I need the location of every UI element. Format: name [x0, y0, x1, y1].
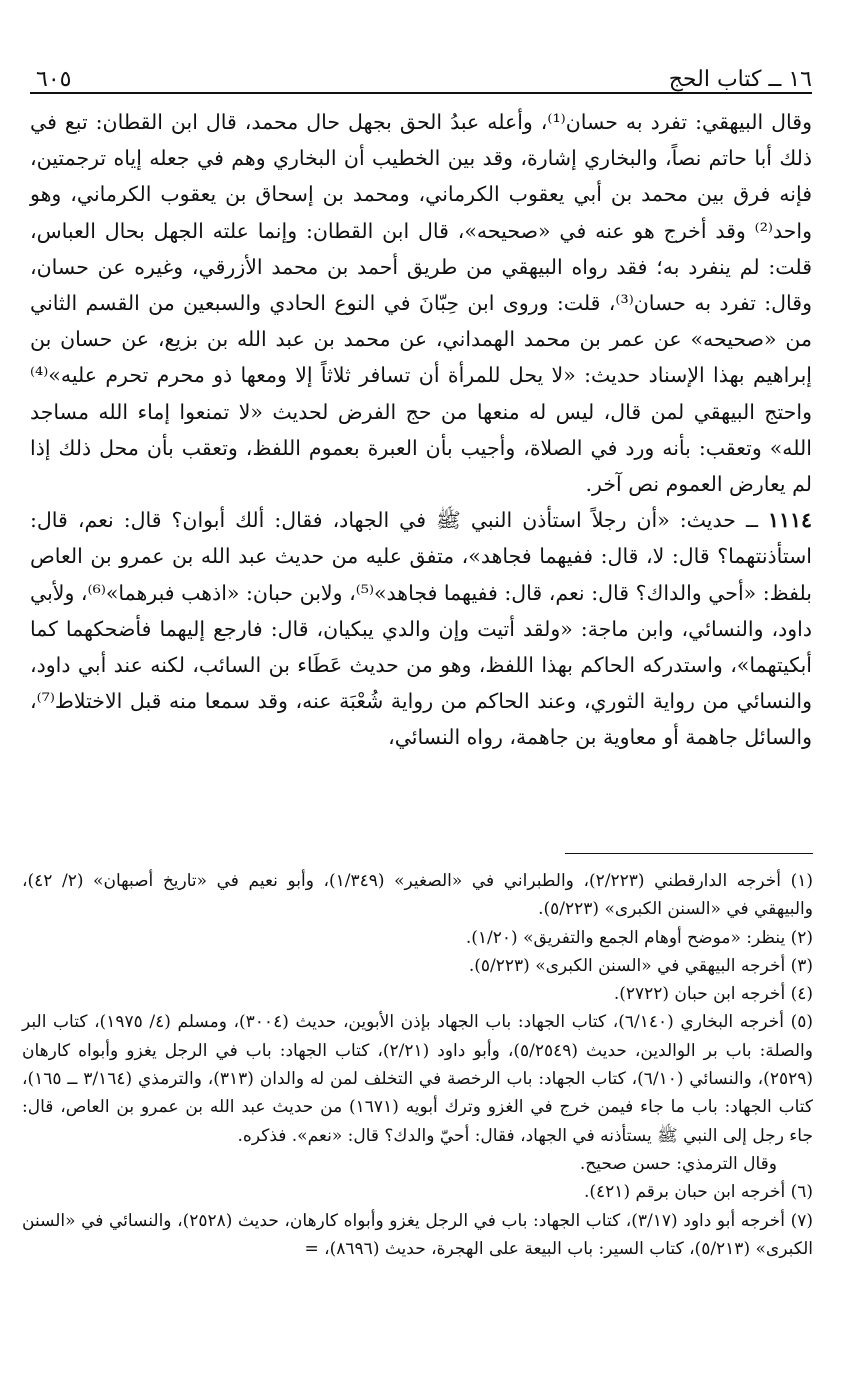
footnote-5-note: وقال الترمذي: حسن صحيح. [579, 1153, 777, 1174]
footnote-6: (٦) أخرجه ابن حبان برقم (٤٢١). [583, 1182, 813, 1203]
chapter-title: ١٦ ــ كتاب الحج [668, 67, 812, 92]
running-header [36, 52, 812, 92]
header-rule [30, 92, 812, 94]
paragraph: وقال البيهقي: تفرد به حسان⁽¹⁾، وأعله عبدُ الحق بجهل حال محمد، قال ابن القطان: تبع في ذلك أبا حاتم نصاً، والبخاري إشارة، وقد بين الخطيب أن البخاري وهم في جعله إياه ترجمتين، فإنه فرق بين محمد بن أبي يعقوب الكرماني، ومحمد بن إسحاق بن يعقوب الكرماني، وهو واحد⁽²⁾ وقد أخرج هو عنه في «صحيحه»، قال ابن القطان: وإنما علته الجهل بحال العباس، قلت: لم ينفرد به؛ فقد رواه البيهقي من طريق أحمد بن محمد الأزرقي، وغيره عن حسان، وقال: تفرد به حسان⁽³⁾، قلت: وروى ابن حِبّانَ في النوع الحادي والسبعين من القسم الثاني من «صحيحه» عن عمر بن محمد الهمداني، عن محمد بن عبد الله بن بزيع، عن حسان بن إبراهيم بهذا الإسناد حديث: «لا يحل للمرأة أن تسافر ثلاثاً إلا ومعها ذو محرم تحرم عليه»⁽⁴⁾ واحتج البيهقي لمن قال، ليس له منعها من حج الفرض لحديث «لا تمنعوا إماء الله مساجد الله» وتعقب: بأنه ورد في الصلاة، وأجيب بأن العبرة بعموم اللفظ، وتعقب بأن محل ذلك إذا لم يعارض العموم نص آخر. [30, 110, 812, 497]
footnote-5: (٥) أخرجه البخاري (٦/١٤٠)، كتاب الجهاد: باب الجهاد بإذن الأبوين، حديث (٣٠٠٤)، ومسلم (٤/ ١٩٧٥)، كتاب البر والصلة: باب بر الوالدين، حديث (٥/٢٥٤٩)، وأبو داود (٢/٢١)، كتاب الجهاد: باب في الرجل يغزو وأبواه كارهان (٢٥٢٩)، والنسائي (٦/١٠)، كتاب الجهاد: باب الرخصة في التخلف لمن له والدان (٣١٣)، والترمذي (٣/١٦٤ ــ ١٦٥)، كتاب الجهاد: باب ما جاء فيمن خرج في الغزو وترك أبويه (١٦٧١) من حديث عبد الله بن عمرو بن العاص، قال: جاء رجل إلى النبي ﷺ يستأذنه في الجهاد، فقال: أحيّ والدك؟ قال: «نعم». فذكره. [22, 1012, 814, 1146]
page-number: ٦٠٥ [36, 67, 72, 92]
hadith-text: ــ حديث: «أن رجلاً استأذن النبي ﷺ في الجهاد، فقال: ألك أبوان؟ قال: نعم، قال: استأذنتهما؟ قال: لا، قال: ففيهما فجاهد»، متفق عليه من حديث عبد الله بن عمرو بن العاص بلفظ: «أحي والداك؟ قال: نعم، قال: ففيهما فجاهد»⁽⁵⁾، ولابن حبان: «اذهب فبرهما»⁽⁶⁾، ولأبي داود، والنسائي، وابن ماجة: «ولقد أتيت وإن والدي يبكيان، قال: فارجع إليهما فأضحكهما كما أبكيتهما»، واستدركه الحاكم بهذا اللفظ، وهو من حديث عَطَاء بن السائب، لكنه عند أبي داود، والنسائي من رواية الثوري، وعند الحاكم من رواية شُعْبَة عنه، وقد سمعا منه قبل الاختلاط⁽⁷⁾، والسائل جاهمة أو معاوية بن جاهمة، رواه النسائي، [30, 508, 812, 750]
hadith-number: ١١١٤ [767, 508, 812, 533]
hadith-paragraph [30, 502, 812, 755]
footnote-2: (٢) ينظر: «موضح أوهام الجمع والتفريق» (١/٢٠). [465, 927, 813, 948]
footnote-7: (٧) أخرجه أبو داود (٣/١٧)، كتاب الجهاد: باب في الرجل يغزو وأبواه كارهان، حديث (٢٥٢٨)، والنسائي في «السنن الكبرى» (٥/٢١٣)، كتاب السير: باب البيعة على الهجرة، حديث (٨٦٩٦)، = [22, 1210, 813, 1259]
footnote-3: (٣) أخرجه البيهقي في «السنن الكبرى» (٥/٢٢٣). [468, 955, 813, 976]
footnote-1: (١) أخرجه الدارقطني (٢/٢٢٣)، والطبراني في «الصغير» (١/٣٤٩)، وأبو نعيم في «تاريخ أصبهان» (٢/ ٤٢)، والبيهقي في «السنن الكبرى» (٥/٢٢٣). [22, 871, 814, 920]
footnotes [22, 867, 813, 1263]
main-text [30, 104, 812, 756]
footnote-4: (٤) أخرجه ابن حبان (٢٧٢٢). [613, 984, 813, 1005]
footnote-rule [565, 853, 813, 854]
